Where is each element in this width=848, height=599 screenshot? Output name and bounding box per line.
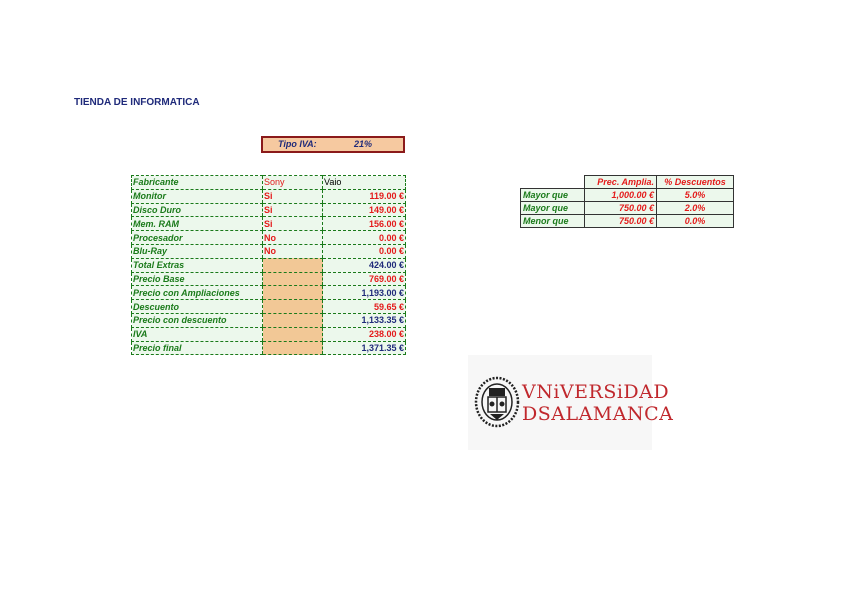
percent-cell: 5.0% — [657, 189, 734, 202]
model-cell[interactable]: Vaio — [323, 176, 406, 190]
table-row — [132, 203, 406, 217]
discounted-price-value: 1,133.35 € — [323, 313, 406, 327]
empty-cell — [263, 286, 323, 300]
manufacturer-cell[interactable]: Sony — [263, 176, 323, 190]
seal-icon — [474, 376, 520, 428]
empty-cell — [263, 300, 323, 314]
logo-text-line1: VNiVERSiDAD — [522, 381, 670, 403]
row-label: Descuento — [132, 300, 263, 314]
empty-cell — [263, 341, 323, 355]
logo-text-line2: DSALAMANCA — [522, 403, 674, 425]
option-select[interactable]: Si — [263, 203, 323, 217]
table-row — [132, 313, 406, 327]
threshold-cell: 750.00 € — [585, 215, 657, 228]
table-row — [132, 244, 406, 258]
table-row — [132, 327, 406, 341]
row-label: Precio con descuento — [132, 313, 263, 327]
table-row — [132, 231, 406, 245]
threshold-cell: 750.00 € — [585, 202, 657, 215]
row-label: Procesador — [132, 231, 263, 245]
table-row — [132, 341, 406, 355]
row-label: Monitor — [132, 189, 263, 203]
discount-value: 59.65 € — [323, 300, 406, 314]
price-cell: 149.00 € — [323, 203, 406, 217]
empty-cell — [263, 313, 323, 327]
table-row — [132, 272, 406, 286]
iva-label: Tipo IVA: — [278, 139, 317, 149]
university-logo — [468, 355, 674, 450]
price-cell: 119.00 € — [323, 189, 406, 203]
row-label: Precio final — [132, 341, 263, 355]
row-label: Fabricante — [132, 176, 263, 190]
price-table — [131, 175, 406, 355]
empty-cell — [263, 272, 323, 286]
empty-cell — [521, 176, 585, 189]
table-row — [132, 300, 406, 314]
condition-label: Mayor que — [521, 189, 585, 202]
discount-table — [520, 175, 734, 228]
iva-amount-value: 238.00 € — [323, 327, 406, 341]
table-row — [132, 217, 406, 231]
price-cell: 0.00 € — [323, 231, 406, 245]
option-select[interactable]: Si — [263, 189, 323, 203]
table-row — [132, 176, 406, 190]
row-label: Total Extras — [132, 258, 263, 272]
condition-label: Menor que — [521, 215, 585, 228]
price-cell: 0.00 € — [323, 244, 406, 258]
option-select[interactable]: No — [263, 244, 323, 258]
row-label: Blu-Ray — [132, 244, 263, 258]
base-price-value: 769.00 € — [323, 272, 406, 286]
total-extras-value: 424.00 € — [323, 258, 406, 272]
page-title: TIENDA DE INFORMATICA — [74, 97, 200, 108]
final-price-value: 1,371.35 € — [323, 341, 406, 355]
table-row — [521, 215, 734, 228]
table-row — [521, 202, 734, 215]
price-cell: 156.00 € — [323, 217, 406, 231]
row-label: Disco Duro — [132, 203, 263, 217]
percent-cell: 0.0% — [657, 215, 734, 228]
column-header: % Descuentos — [657, 176, 734, 189]
iva-rate-box[interactable] — [261, 136, 405, 153]
option-select[interactable]: No — [263, 231, 323, 245]
table-row — [132, 286, 406, 300]
row-label: Mem. RAM — [132, 217, 263, 231]
iva-value[interactable]: 21% — [354, 139, 373, 149]
table-row — [521, 176, 734, 189]
column-header: Prec. Amplia. — [585, 176, 657, 189]
table-row — [132, 189, 406, 203]
table-row — [132, 258, 406, 272]
empty-cell — [263, 258, 323, 272]
row-label: Precio con Ampliaciones — [132, 286, 263, 300]
price-with-extras-value: 1,193.00 € — [323, 286, 406, 300]
threshold-cell: 1,000.00 € — [585, 189, 657, 202]
condition-label: Mayor que — [521, 202, 585, 215]
table-row — [521, 189, 734, 202]
option-select[interactable]: Si — [263, 217, 323, 231]
row-label: IVA — [132, 327, 263, 341]
empty-cell — [263, 327, 323, 341]
percent-cell: 2.0% — [657, 202, 734, 215]
row-label: Precio Base — [132, 272, 263, 286]
